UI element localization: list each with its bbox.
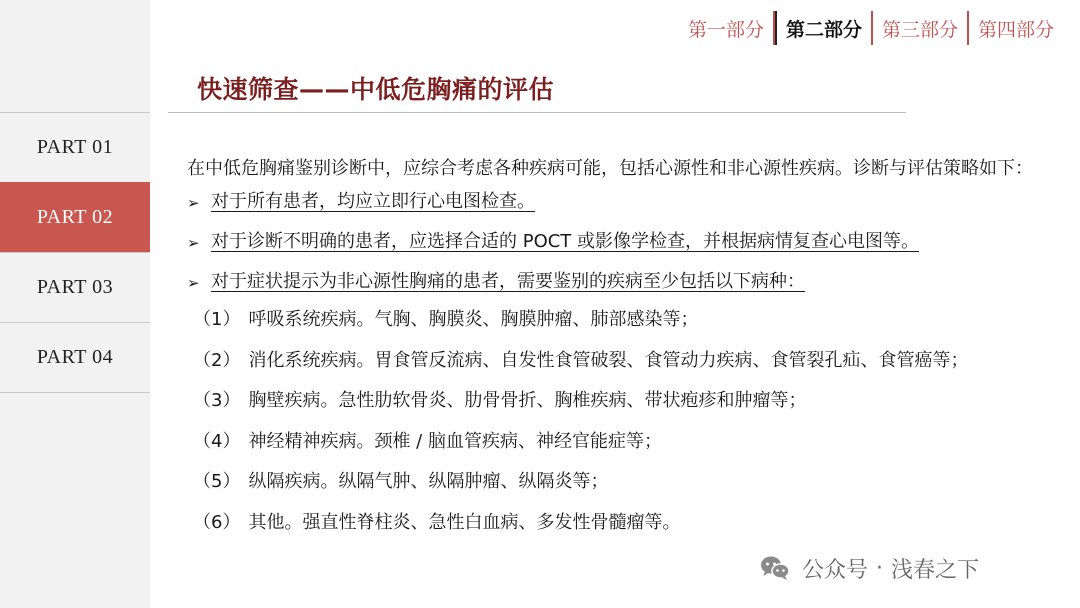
arrow-bullet-icon: ➢ [187,234,200,252]
separator-dot: · [876,555,884,581]
sidebar-item-part-03[interactable] [0,252,150,322]
arrow-bullet-icon: ➢ [187,274,200,292]
sidebar-item-label: PART 01 [36,136,114,158]
item-number: （6） [193,511,241,533]
wechat-watermark [760,548,979,588]
wechat-icon [760,555,790,581]
arrow-bullet-icon: ➢ [187,194,200,212]
list-item [187,468,1057,509]
sidebar-item-part-01[interactable] [0,112,150,182]
bullet-item [187,230,1057,270]
sidebar-item-part-02[interactable] [0,182,150,252]
item-text: 呼吸系统疾病。气胸、胸膜炎、胸膜肿瘤、肺部感染等； [248,309,699,330]
bullet-text: 对于所有患者，均应立即行心电图检查。 [211,191,535,212]
item-text: 神经精神疾病。颈椎 / 脑血管疾病、神经官能症等； [248,430,662,452]
bullet-item [187,270,1057,310]
list-item [187,428,1057,469]
tab-part-two[interactable]: 第二部分 [775,11,873,45]
item-text: 其他。强直性脊柱炎、急性白血病、多发性骨髓瘤等。 [248,511,681,533]
bullet-text: 对于症状提示为非心源性胸痛的患者，需要鉴别的疾病至少包括以下病种： [211,271,805,292]
item-text: 消化系统疾病。胃食管反流病、自发性食管破裂、食管动力疾病、食管裂孔疝、食管癌等； [248,349,969,371]
list-item [187,347,1057,388]
sidebar-divider [0,392,150,393]
sidebar-item-label: PART 03 [36,276,114,298]
slide-content [187,152,1057,549]
sidebar-item-label: PART 04 [36,346,114,368]
account-label: 公众号 [802,557,869,583]
bullet-text: 对于诊断不明确的患者，应选择合适的 POCT 或影像学检查，并根据病情复查心电图等。 [211,231,920,252]
top-navigation [679,11,1054,45]
account-name: 浅春之下 [891,557,980,583]
item-number: （2） [193,349,241,371]
item-text: 纵隔疾病。纵隔气肿、纵隔肿瘤、纵隔炎等； [248,471,609,492]
tab-part-three[interactable]: 第三部分 [873,11,969,45]
bullet-item [187,190,1057,230]
sidebar-item-label: PART 02 [36,206,114,228]
item-number: （3） [193,390,241,411]
sidebar-item-part-04[interactable] [0,322,150,392]
title-divider [168,112,906,113]
tab-part-one[interactable]: 第一部分 [679,11,775,45]
intro-paragraph: 在中低危胸痛鉴别诊断中，应综合考虑各种疾病可能，包括心源性和非心源性疾病。诊断与评估策略如下： [187,158,1033,179]
item-text: 胸壁疾病。急性肋软骨炎、肋骨骨折、胸椎疾病、带状疱疹和肿瘤等； [248,390,807,411]
tab-part-four[interactable]: 第四部分 [977,18,1054,41]
item-number: （5） [193,471,241,492]
list-item [187,306,1057,347]
item-number: （4） [193,430,241,452]
item-number: （1） [193,309,241,330]
slide-title: 快速筛查——中低危胸痛的评估 [197,75,555,104]
disease-list [187,306,1057,549]
list-item [187,387,1057,428]
sidebar [0,0,150,608]
list-item [187,509,1057,550]
